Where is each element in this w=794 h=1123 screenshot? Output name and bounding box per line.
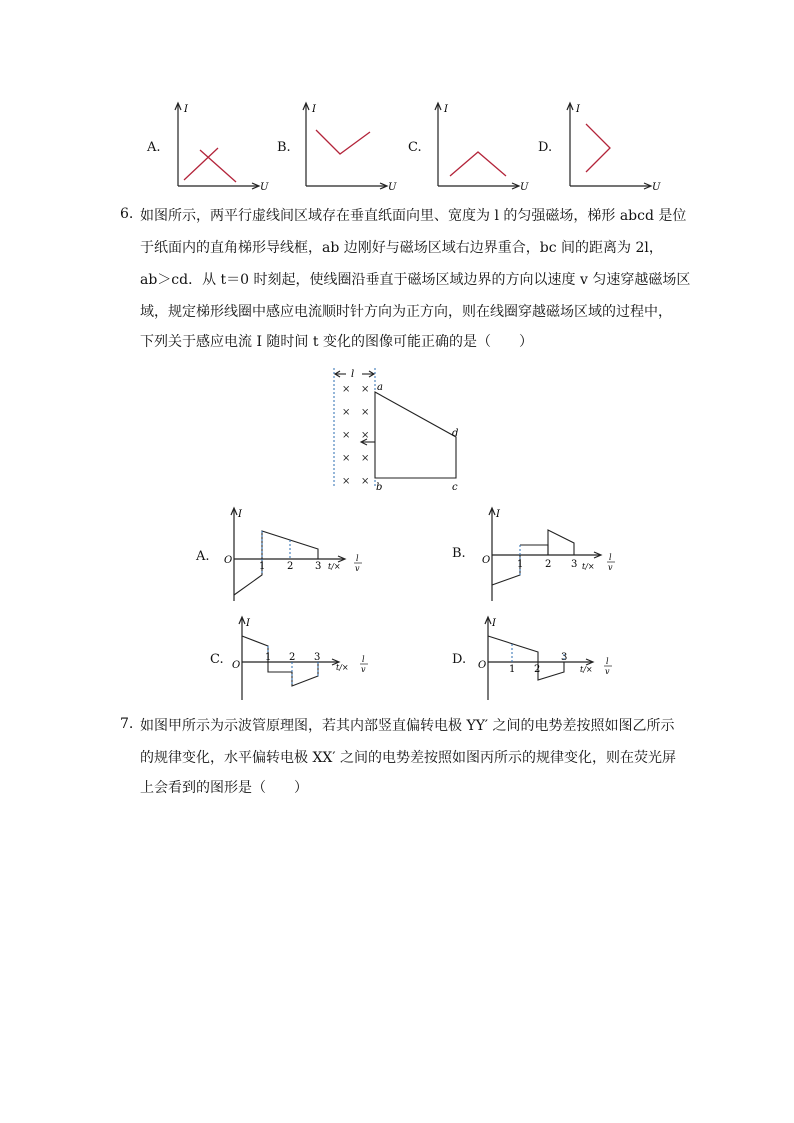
svg-text:×: × bbox=[361, 407, 370, 418]
q6-graph-a bbox=[220, 505, 370, 605]
svg-text:v: v bbox=[355, 564, 360, 573]
svg-text:I: I bbox=[238, 509, 242, 520]
svg-text:3: 3 bbox=[571, 559, 578, 570]
q6-line-1: 如图所示，两平行虚线间区域存在垂直纸面向里、宽度为 l 的匀强磁场，梯形 abcd 是位 bbox=[140, 208, 687, 224]
q6-figure bbox=[320, 362, 480, 492]
svg-text:O: O bbox=[482, 555, 491, 566]
svg-text:×: × bbox=[361, 453, 370, 464]
svg-text:O: O bbox=[478, 660, 487, 671]
svg-text:I: I bbox=[312, 104, 316, 115]
svg-text:3: 3 bbox=[561, 652, 568, 663]
corner-a: a bbox=[377, 382, 383, 393]
q6-number: 6. bbox=[120, 206, 134, 222]
svg-text:v: v bbox=[361, 665, 366, 674]
svg-text:1: 1 bbox=[265, 652, 272, 663]
svg-text:1: 1 bbox=[509, 664, 516, 675]
svg-text:O: O bbox=[232, 660, 241, 671]
svg-text:3: 3 bbox=[314, 652, 321, 663]
svg-text:×: × bbox=[361, 430, 370, 441]
top-graph-b bbox=[298, 100, 398, 195]
q7-line-2: 的规律变化，水平偏转电极 XX′ 之间的电势差按照如图丙所示的规律变化，则在荧光屏 bbox=[140, 750, 677, 766]
svg-text:U: U bbox=[520, 182, 529, 193]
svg-text:×: × bbox=[342, 453, 351, 464]
svg-text:t/×: t/× bbox=[580, 665, 593, 674]
svg-text:v: v bbox=[608, 563, 613, 572]
q6-line-3: ab＞cd．从 t＝0 时刻起，使线圈沿垂直于磁场区域边界的方向以速度 v 匀速穿越磁场区 bbox=[140, 272, 691, 288]
corner-b: b bbox=[376, 482, 383, 493]
axis-x-label: U bbox=[260, 182, 269, 193]
svg-text:2: 2 bbox=[287, 561, 294, 572]
q6-option-b-label[interactable]: B. bbox=[452, 546, 466, 561]
svg-text:I: I bbox=[492, 618, 496, 629]
field-width-label: l bbox=[351, 369, 355, 380]
svg-text:I: I bbox=[576, 104, 580, 115]
q6-line-4: 域，规定梯形线圈中感应电流顺时针方向为正方向，则在线圈穿越磁场区域的过程中， bbox=[140, 304, 672, 320]
q6-graph-d bbox=[474, 614, 624, 704]
top-option-b-label[interactable]: B. bbox=[277, 140, 291, 155]
q6-graph-b bbox=[478, 505, 628, 605]
svg-text:I: I bbox=[246, 618, 250, 629]
svg-text:I: I bbox=[496, 509, 500, 520]
svg-text:U: U bbox=[652, 182, 661, 193]
svg-text:1: 1 bbox=[259, 561, 266, 572]
svg-text:×: × bbox=[342, 407, 351, 418]
svg-text:×: × bbox=[342, 384, 351, 395]
top-graph-c bbox=[430, 100, 530, 195]
svg-text:×: × bbox=[342, 476, 351, 487]
corner-c: c bbox=[452, 482, 458, 493]
q6-line-5: 下列关于感应电流 I 随时间 t 变化的图像可能正确的是（ ） bbox=[140, 334, 533, 350]
svg-text:t/×: t/× bbox=[328, 562, 341, 571]
top-option-c-label[interactable]: C. bbox=[408, 140, 422, 155]
q7-line-1: 如图甲所示为示波管原理图，若其内部竖直偏转电极 YY′ 之间的电势差按照如图乙所示 bbox=[140, 718, 675, 734]
svg-text:3: 3 bbox=[315, 561, 322, 572]
svg-text:2: 2 bbox=[534, 664, 541, 675]
svg-text:l: l bbox=[362, 655, 365, 664]
q6-graph-c bbox=[228, 614, 378, 704]
svg-text:×: × bbox=[361, 384, 370, 395]
q7-number: 7. bbox=[120, 716, 134, 732]
svg-text:t/×: t/× bbox=[336, 663, 349, 672]
svg-text:O: O bbox=[224, 555, 233, 566]
svg-text:×: × bbox=[342, 430, 351, 441]
q6-option-d-label[interactable]: D. bbox=[452, 652, 467, 667]
field-crosses bbox=[342, 384, 369, 487]
svg-text:I: I bbox=[444, 104, 448, 115]
top-graph-d bbox=[562, 100, 662, 195]
q6-option-c-label[interactable]: C. bbox=[210, 652, 224, 667]
q6-option-a-label[interactable]: A. bbox=[196, 549, 210, 564]
svg-text:t/×: t/× bbox=[582, 562, 595, 571]
top-option-d-label[interactable]: D. bbox=[538, 140, 553, 155]
svg-text:l: l bbox=[609, 553, 612, 562]
axis-y-label: I bbox=[184, 104, 188, 115]
svg-text:2: 2 bbox=[545, 559, 552, 570]
q7-line-3: 上会看到的图形是（ ） bbox=[140, 780, 308, 796]
svg-text:U: U bbox=[388, 182, 397, 193]
q6-line-2: 于纸面内的直角梯形导线框，ab 边刚好与磁场区域右边界重合，bc 间的距离为 2l， bbox=[140, 240, 663, 256]
svg-text:l: l bbox=[606, 657, 609, 666]
svg-text:l: l bbox=[356, 554, 359, 563]
svg-text:1: 1 bbox=[517, 559, 524, 570]
top-option-a-label[interactable]: A. bbox=[147, 140, 161, 155]
svg-text:2: 2 bbox=[289, 652, 296, 663]
top-graph-a bbox=[170, 100, 270, 195]
svg-text:v: v bbox=[605, 667, 610, 676]
svg-text:×: × bbox=[361, 476, 370, 487]
corner-d: d bbox=[452, 428, 459, 439]
